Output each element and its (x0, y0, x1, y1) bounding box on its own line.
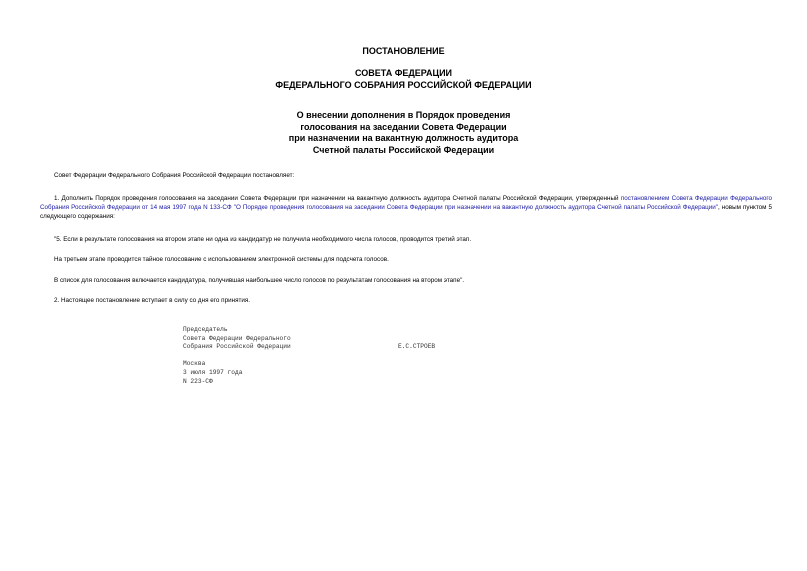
resolution-133-link[interactable]: постановлением Совета Федерации Федерального Собрания Российской Федерации от 14 мая 1997 года N 133-СФ (40, 195, 773, 211)
signing-date: 3 июля 1997 года (183, 369, 243, 376)
subject-line-4: Счетной палаты Российской Федерации (312, 144, 495, 155)
item-1-text-end: , новым пунктом 5 следующего содержания: (40, 204, 773, 220)
signer-position-line-3: Собрания Российской Федерации (183, 343, 291, 351)
signer-position-line-1: Председатель (183, 326, 228, 333)
signing-city: Москва (183, 360, 206, 368)
issuer-line-2: ФЕДЕРАЛЬНОГО СОБРАНИЯ РОССИЙСКОЙ ФЕДЕРАЦИИ (275, 79, 532, 90)
document-type-title: ПОСТАНОВЛЕНИЕ (362, 46, 445, 56)
quote-paragraph-3: В список для голосования включается кандидатура, получившая наибольшее число голосов по результатам голосования на втором этапе". (54, 277, 465, 284)
subject-line-2: голосования на заседании Совета Федерации (300, 121, 507, 132)
document-number: N 223-СФ (183, 377, 213, 385)
quote-paragraph-2: На третьем этапе проводится тайное голосование с использованием электронной системы для подсчета голосов. (54, 256, 389, 263)
quote-paragraph-1: "5. Если в результате голосования на втором этапе ни одна из кандидатур не получила необходимого числа голосов, проводится третий этап. (54, 236, 472, 243)
item-1-text-start: 1. Дополнить Порядок проведения голосования на заседании Совета Федерации при назначении на вакантную должность аудитора Счетной палаты Российской Федерации, утвержденный (54, 195, 621, 202)
issuer-line-1: СОВЕТА ФЕДЕРАЦИИ (354, 68, 453, 78)
item-1-paragraph (40, 194, 772, 221)
voting-procedure-link[interactable]: "О Порядке проведения голосования на заседании Совета Федерации при назначении на вакантную должность аудитора Счетной палаты Российской Федерации" (233, 204, 719, 211)
item-2-paragraph: 2. Настоящее постановление вступает в силу со дня его принятия. (54, 297, 251, 304)
signer-name: Е.С.СТРОЕВ (398, 343, 436, 351)
signer-position-line-2: Совета Федерации Федерального (183, 334, 291, 342)
subject-line-1: О внесении дополнения в Порядок проведения (296, 110, 511, 120)
subject-line-3: при назначении на вакантную должность аудитора (288, 133, 519, 143)
preamble-paragraph: Совет Федерации Федерального Собрания Российской Федерации постановляет: (54, 172, 295, 179)
